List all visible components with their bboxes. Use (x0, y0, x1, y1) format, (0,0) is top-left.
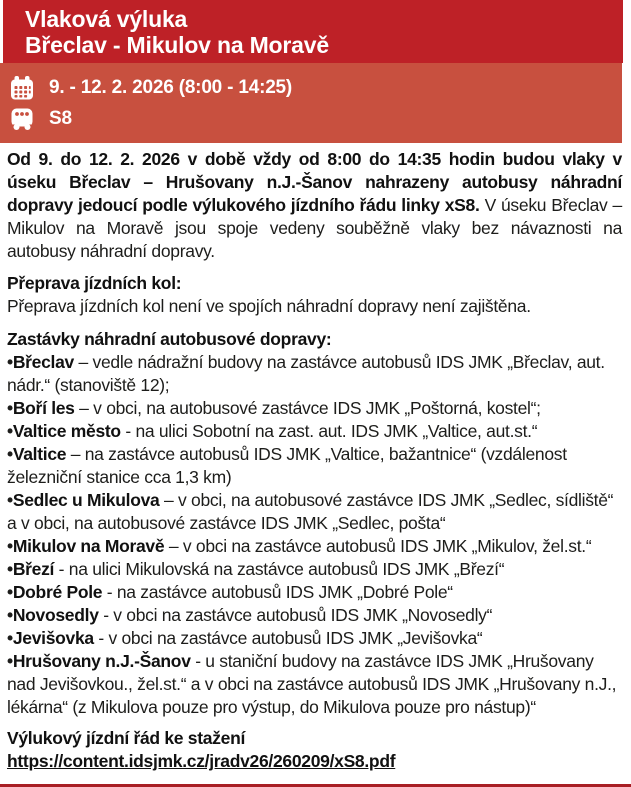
notice-meta (0, 63, 622, 143)
stop-item-sedlec (7, 489, 622, 535)
stop-item-brezi (7, 558, 622, 581)
stop-name: Jevišovka (12, 628, 94, 648)
date-range: 9. - 12. 2. 2026 (8:00 - 14:25) (49, 76, 293, 98)
line-row (9, 103, 622, 134)
download-section (7, 727, 622, 773)
stops-heading: Zastávky náhradní autobusové dopravy: (7, 329, 332, 349)
stop-desc: - na zastávce autobusů IDS JMK „Dobré Pole“ (102, 582, 453, 602)
stop-desc: – na zastávce autobusů IDS JMK „Valtice, bažantnice“ (vzdálenost železniční stanice cca 1,3 km) (7, 444, 567, 487)
stop-item-bori-les (7, 397, 622, 420)
stop-name: Valtice město (12, 421, 121, 441)
stop-name: Dobré Pole (12, 582, 103, 602)
stop-name: Valtice (12, 444, 67, 464)
intro-bold-text: Od 9. do 12. 2. 2026 v době vždy od 8:00 do 14:35 hodin budou vlaky v úseku Břeclav – Hrušovany n.J.-Šanov nahrazeny autobusy náhradní dopravy jedoucí podle výlukového jízdního řádu linky xS8. (7, 149, 622, 215)
stop-item-jevisovka (7, 627, 622, 650)
stop-name: Břeclav (12, 352, 74, 372)
stop-item-breclav (7, 351, 622, 397)
stop-desc: – vedle nádražní budovy na zastávce autobusů IDS JMK „Břeclav, aut. nádr.“ (stanoviště 12); (7, 352, 605, 395)
stop-name: Hrušovany n.J.-Šanov (12, 651, 191, 671)
stop-name: Sedlec u Mikulova (12, 490, 160, 510)
intro-paragraph (7, 148, 622, 263)
notice-title-line2: Břeclav - Mikulov na Moravě (25, 32, 329, 58)
stop-desc: - v obci na zastávce autobusů IDS JMK „Novosedly“ (98, 605, 493, 625)
date-row (9, 72, 622, 103)
stop-desc: - v obci na zastávce autobusů IDS JMK „Jevišovka“ (93, 628, 483, 648)
notice-title-line1: Vlaková výluka (25, 6, 188, 32)
stop-item-mikulov (7, 535, 622, 558)
calendar-icon (9, 75, 35, 101)
stop-desc: – v obci na zastávce autobusů IDS JMK „Mikulov, žel.st.“ (164, 536, 592, 556)
download-heading: Výlukový jízdní řád ke stažení (7, 728, 246, 748)
stop-item-hrusovany (7, 650, 622, 719)
bikes-heading: Přeprava jízdních kol: (7, 273, 182, 293)
stop-desc: - u staniční budovy na zastávce IDS JMK „Hrušovany nad Jevišovkou., žel.st.“ a v obci na zastávce autobusů IDS JMK „Hrušovany n.J., lékárna“ (z Mikulova pouze pro výstup, do Mikulova pouze pro nástup)“ (7, 651, 617, 717)
stop-item-novosedly (7, 604, 622, 627)
stop-name: Mikulov na Moravě (12, 536, 165, 556)
notice-header (3, 0, 623, 63)
stop-name: Novosedly (12, 605, 99, 625)
line-label: S8 (49, 107, 72, 129)
bikes-text: Přeprava jízdních kol není ve spojích náhradní dopravy není zajištěna. (7, 296, 531, 316)
download-link[interactable]: https://content.idsjmk.cz/jradv26/260209/xS8.pdf (7, 751, 396, 771)
stop-item-dobre-pole (7, 581, 622, 604)
notice-body (0, 143, 631, 773)
stop-desc: - na ulici Mikulovská na zastávce autobusů IDS JMK „Březí“ (54, 559, 505, 579)
stop-desc: - na ulici Sobotní na zast. aut. IDS JMK „Valtice, aut.st.“ (120, 421, 538, 441)
stop-desc: – v obci, na autobusové zastávce IDS JMK „Sedlec, sídliště“ a v obci, na autobusové zastávce IDS JMK „Sedlec, pošta“ (7, 490, 614, 533)
intro-regular-text: V úseku Břeclav – Mikulov na Moravě jsou spoje vedeny souběžně vlaky bez návaznosti na autobusy náhradní dopravy. (7, 195, 622, 261)
stop-name: Březí (12, 559, 55, 579)
stop-item-valtice-mesto (7, 420, 622, 443)
stop-name: Boří les (12, 398, 75, 418)
bus-icon (9, 106, 35, 132)
stop-desc: – v obci, na autobusové zastávce IDS JMK „Poštorná, kostel“; (74, 398, 541, 418)
stop-item-valtice (7, 443, 622, 489)
stops-list (7, 351, 622, 719)
